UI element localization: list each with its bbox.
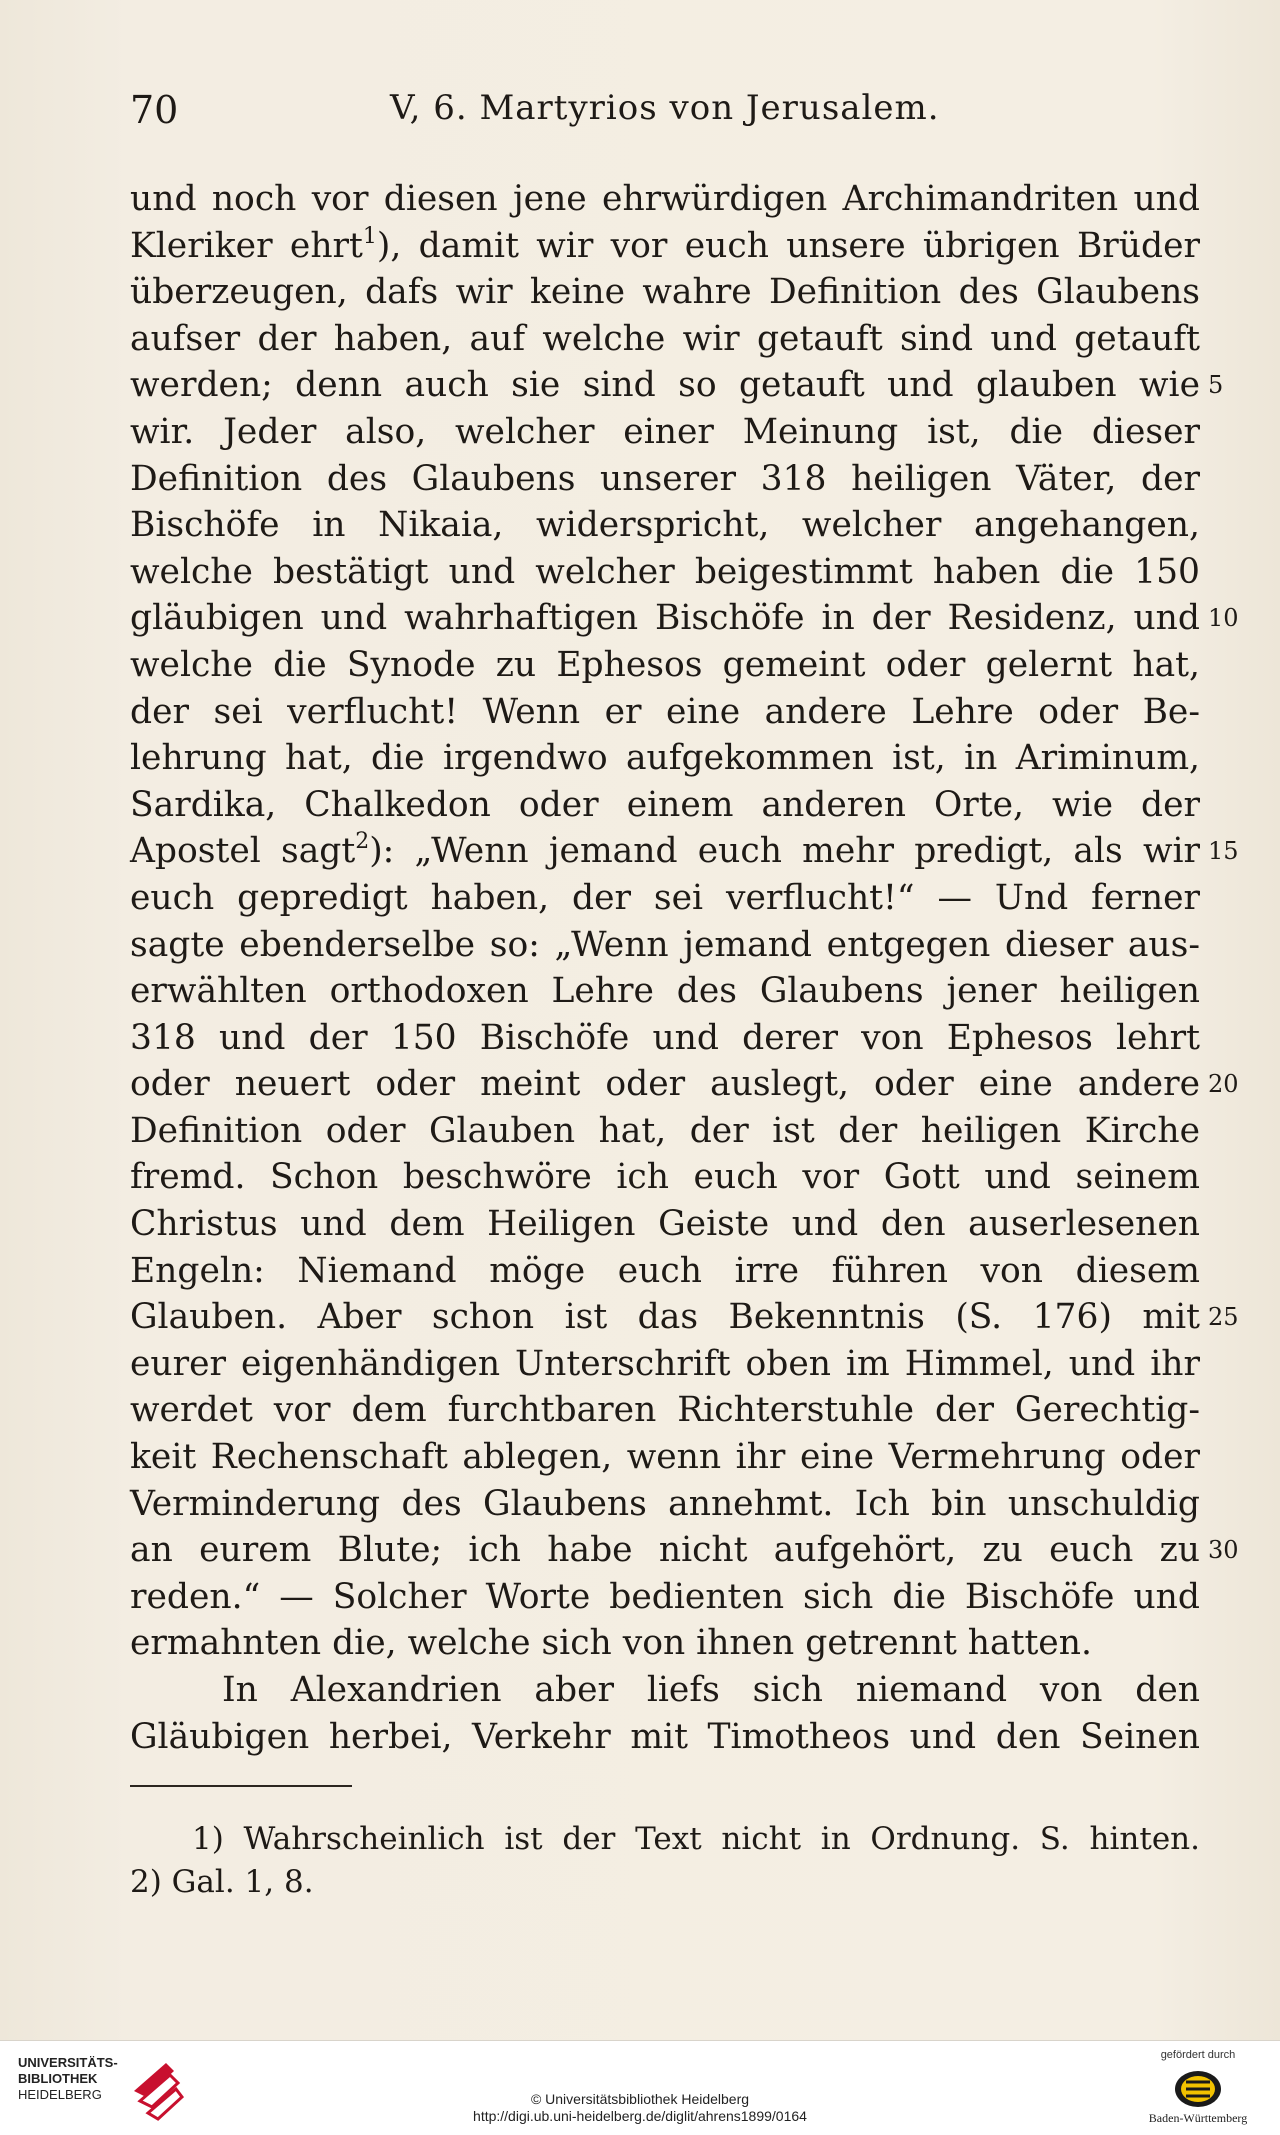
footnote-divider [130, 1785, 352, 1787]
text-line [130, 1061, 1239, 1108]
text-line [130, 689, 1200, 736]
library-name-line-1: UNIVERSITÄTS- [18, 2055, 118, 2070]
text-line [130, 735, 1200, 782]
footnotes [130, 1818, 1200, 1904]
line-text: euch gepredigt haben, der sei verflucht!“ — Und ferner [130, 877, 1200, 918]
text-line [130, 1481, 1200, 1528]
sponsor-label: gefördert durch [1160, 2049, 1236, 2061]
line-text: ermahnten die, welche sich von ihnen getrennt hatten. [130, 1623, 1092, 1664]
text-line [130, 1248, 1200, 1295]
line-number: 10 [1208, 604, 1239, 633]
line-number: 25 [1208, 1303, 1239, 1332]
text-line [130, 1108, 1200, 1155]
footnote-2: 2) Gal. 1, 8. [130, 1864, 314, 1900]
text-line [130, 362, 1224, 409]
text-line [130, 1387, 1200, 1434]
footnote-reference: 1 [362, 223, 377, 249]
line-text: Christus und dem Heiligen Geiste und den auserlesenen [130, 1204, 1200, 1245]
text-line [130, 968, 1200, 1015]
text-line [130, 1527, 1239, 1574]
library-name-line-3: HEIDELBERG [18, 2087, 102, 2102]
line-text: oder neuert oder meint oder auslegt, oder eine andere [130, 1064, 1200, 1105]
footnote-1: 1) Wahrscheinlich ist der Text nicht in Ordnung. S. hinten. [192, 1821, 1200, 1857]
text-line [130, 269, 1200, 316]
line-text: überzeugen, dafs wir keine wahre Definition des Glaubens [130, 272, 1200, 313]
line-text: gläubigen und wahrhaftigen Bischöfe in der Residenz, und [130, 598, 1200, 639]
footnote-reference: 2 [355, 829, 370, 855]
line-text: an eurem Blute; ich habe nicht aufgehört, zu euch zu [130, 1530, 1200, 1571]
line-text: Definition des Glaubens unserer 318 heiligen Väter, der [130, 458, 1200, 499]
line-text: der sei verflucht! Wenn er eine andere Lehre oder Be- [130, 691, 1200, 732]
text-line [130, 1201, 1200, 1248]
line-text: 318 und der 150 Bischöfe und derer von Ephesos lehrt [130, 1017, 1200, 1058]
body-text [130, 176, 1239, 1760]
text-line [130, 595, 1239, 642]
text-line [130, 316, 1200, 363]
line-text-continued: ): „Wenn jemand euch mehr predigt, als wir [369, 831, 1200, 872]
text-line [130, 502, 1200, 549]
sponsor-name: Baden-Württemberg [1148, 2111, 1248, 2125]
line-text: keit Rechenschaft ablegen, wenn ihr eine Vermehrung oder [130, 1437, 1200, 1478]
viewer-footer [0, 2040, 1280, 2135]
text-line [130, 456, 1200, 503]
line-text-continued: ), damit wir vor euch unsere übrigen Brüder [376, 225, 1201, 266]
line-text: Verminderung des Glaubens annehmt. Ich bin unschuldig [130, 1483, 1200, 1524]
text-line [130, 1341, 1200, 1388]
line-number: 5 [1208, 371, 1224, 400]
copyright-block [0, 2091, 1280, 2125]
line-text: reden.“ — Solcher Worte bedienten sich die Bischöfe und [130, 1576, 1200, 1617]
line-text: welche die Synode zu Ephesos gemeint oder gelernt hat, [130, 644, 1200, 685]
text-line [130, 1574, 1200, 1621]
line-text: In Alexandrien aber liefs sich niemand von den [222, 1670, 1200, 1710]
text-line [130, 176, 1200, 223]
line-text: eurer eigenhändigen Unterschrift oben im Himmel, und ihr [130, 1343, 1200, 1384]
line-text: Bischöfe in Nikaia, widerspricht, welcher angehangen, [130, 505, 1200, 546]
line-text: fremd. Schon beschwöre ich euch vor Gott und seinem [130, 1157, 1200, 1198]
text-line [130, 1294, 1239, 1341]
text-line [130, 409, 1200, 456]
sponsor-logo[interactable] [1128, 2049, 1268, 2129]
page-header [130, 88, 1200, 138]
line-text: Sardika, Chalkedon oder einem anderen Orte, wie der [130, 784, 1200, 825]
text-line [130, 1667, 1200, 1714]
text-line [130, 642, 1200, 689]
running-title: V, 6. Martyrios von Jerusalem. [390, 88, 940, 128]
line-text: aufser der haben, auf welche wir getauft sind und getauft [130, 318, 1200, 359]
text-line [130, 223, 1200, 270]
line-number: 30 [1208, 1536, 1239, 1565]
line-text: werden; denn auch sie sind so getauft und glauben wie [130, 365, 1200, 406]
line-text: Definition oder Glauben hat, der ist der heiligen Kirche [130, 1110, 1200, 1151]
line-text: werdet vor dem furchtbaren Richterstuhle der Gerechtig- [130, 1390, 1200, 1431]
text-line [130, 828, 1239, 875]
line-text: wir. Jeder also, welcher einer Meinung ist, die dieser [130, 411, 1200, 452]
line-text: sagte ebenderselbe so: „Wenn jemand entgegen dieser aus- [130, 924, 1200, 965]
permalink-url[interactable]: http://digi.ub.uni-heidelberg.de/diglit/ahrens1899/0164 [473, 2108, 807, 2124]
line-text: erwählten orthodoxen Lehre des Glaubens jener heiligen [130, 971, 1200, 1012]
page-number: 70 [130, 88, 179, 132]
line-text: welche bestätigt und welcher beigestimmt haben die 150 [130, 551, 1200, 592]
line-text: Engeln: Niemand möge euch irre führen von diesem [130, 1250, 1200, 1291]
line-text: Apostel sagt [130, 831, 356, 872]
line-text: und noch vor diesen jene ehrwürdigen Archimandriten und [130, 179, 1200, 219]
line-text: Kleriker ehrt [130, 225, 363, 266]
line-text: Glauben. Aber schon ist das Bekenntnis (S. 176) mit [130, 1297, 1200, 1338]
line-number: 15 [1208, 837, 1239, 866]
text-line [130, 1015, 1200, 1062]
text-line [130, 782, 1200, 829]
copyright-text: © Universitätsbibliothek Heidelberg [530, 2091, 750, 2107]
library-name-line-2: BIBLIOTHEK [18, 2071, 98, 2086]
line-text: lehrung hat, die irgendwo aufgekommen ist, in Ariminum, [130, 738, 1200, 779]
text-line [130, 1434, 1200, 1481]
text-line [130, 1620, 1200, 1667]
state-seal-icon [1173, 2069, 1223, 2109]
text-line [130, 875, 1200, 922]
line-text: Gläubigen herbei, Verkehr mit Timotheos und den Seinen [130, 1716, 1200, 1757]
line-number: 20 [1208, 1070, 1239, 1099]
text-line [130, 922, 1200, 969]
text-line [130, 1714, 1200, 1761]
text-line [130, 1154, 1200, 1201]
text-line [130, 549, 1200, 596]
